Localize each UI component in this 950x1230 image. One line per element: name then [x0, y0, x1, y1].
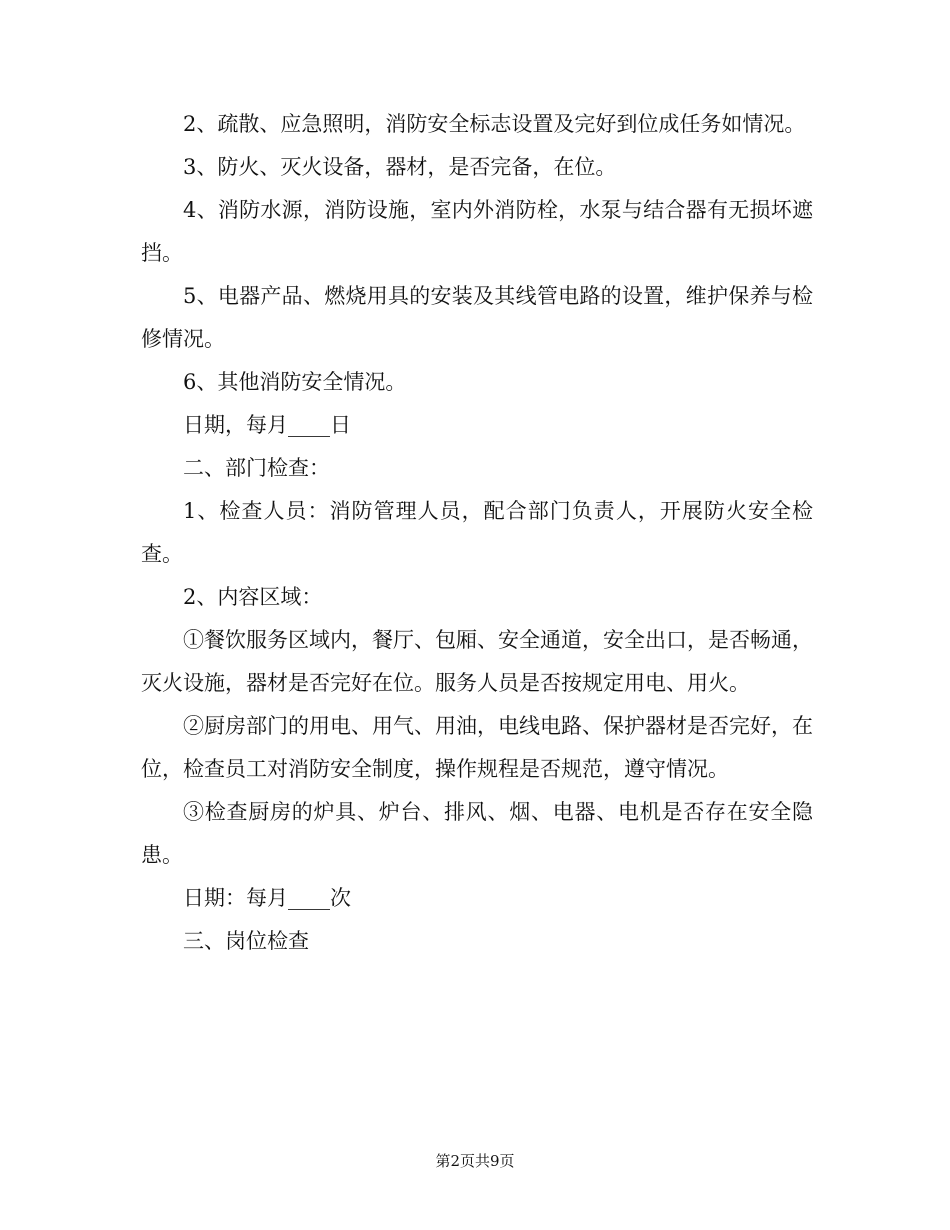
paragraph-evacuation-lighting: 2、疏散、应急照明，消防安全标志设置及完好到位成任务如情况。 [183, 112, 806, 136]
section-heading-department-check: 二、部门检查： [183, 456, 330, 480]
paragraph-content-area: 2、内容区域： [183, 585, 323, 609]
paragraph-electrical-products: 5、电器产品、燃烧用具的安装及其线管电路的设置，维护保养与检修情况。 [141, 284, 813, 351]
paragraph-dining-area: ①餐饮服务区域内，餐厅、包厢、安全通道，安全出口，是否畅通，灭火设施，器材是否完好在位。服务人员是否按规定用电、用火。 [141, 628, 813, 695]
paragraph-kitchen-equipment: ③检查厨房的炉具、炉台、排风、烟、电器、电机是否存在安全隐患。 [141, 800, 813, 867]
document-body [141, 103, 813, 963]
paragraph-fire-equipment: 3、防火、灭火设备，器材，是否完备，在位。 [183, 155, 617, 179]
paragraph-date-monthly-times: 日期：每月____次 [183, 886, 351, 910]
paragraph-kitchen-department: ②厨房部门的用电、用气、用油，电线电路、保护器材是否完好，在位，检查员工对消防安全制度，操作规程是否规范，遵守情况。 [141, 714, 813, 781]
paragraph-water-source: 4、消防水源，消防设施，室内外消防栓，水泵与结合器有无损坏遮挡。 [141, 198, 813, 265]
section-heading-post-check: 三、岗位检查 [183, 929, 309, 953]
paragraph-other-safety: 6、其他消防安全情况。 [183, 370, 407, 394]
paragraph-inspection-staff: 1、检查人员：消防管理人员，配合部门负责人，开展防火安全检查。 [141, 499, 813, 566]
page-number-footer: 第2页共9页 [435, 1152, 515, 1170]
paragraph-date-monthly-day: 日期，每月____日 [183, 413, 351, 437]
